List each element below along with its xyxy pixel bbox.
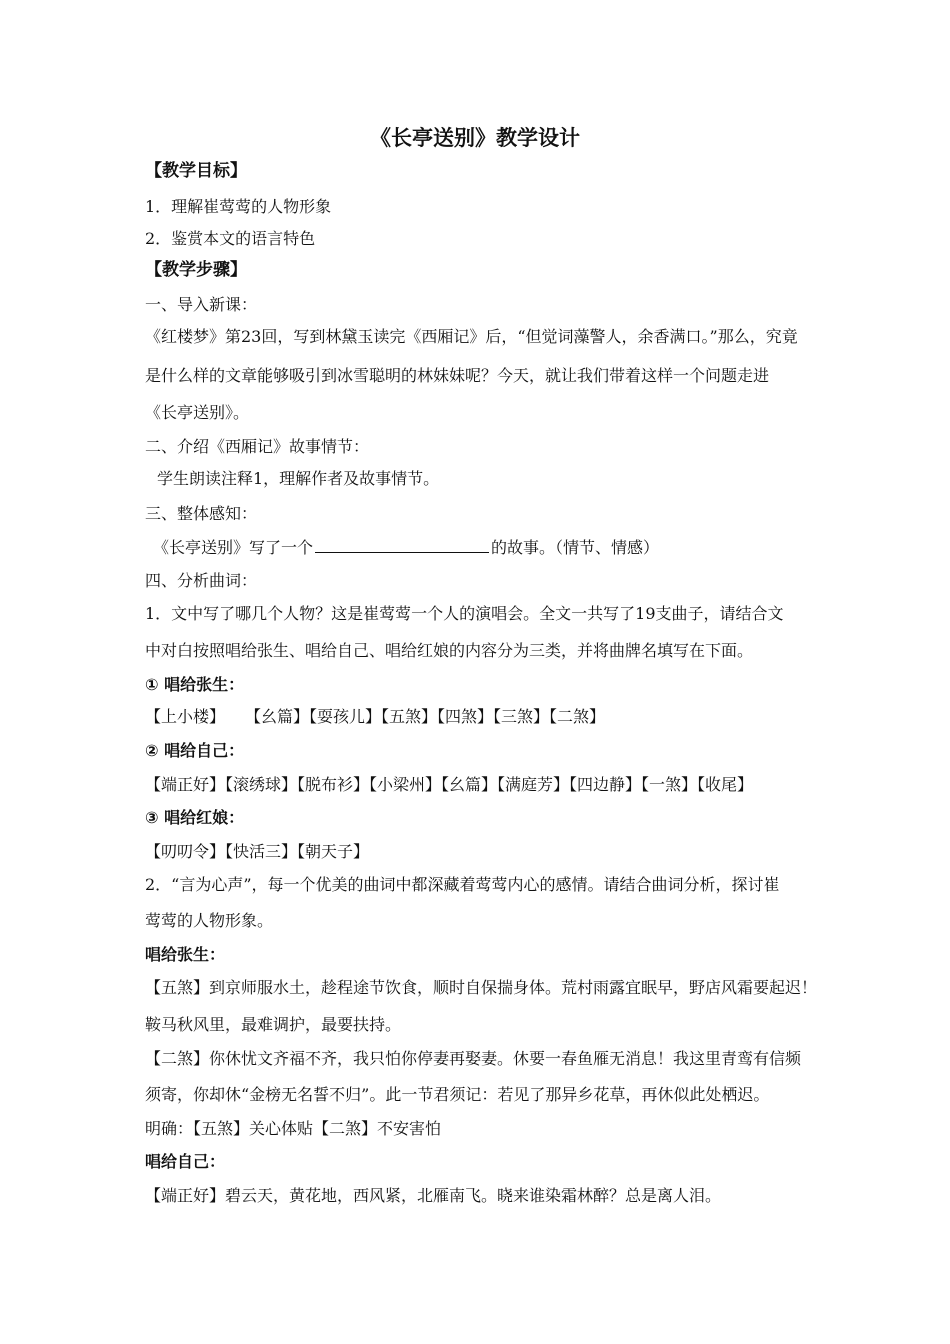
- duanzhenghao-lyrics: 【端正好】碧云天，黄花地，西风紧，北雁南飞。晓来谁染霜林醉？总是离人泪。: [145, 1186, 722, 1205]
- section-2-title: 二、介绍《西厢记》故事情节：: [145, 437, 370, 456]
- group-1-other-tunes: 【幺篇】【耍孩儿】【五煞】【四煞】【三煞】【二煞】: [245, 707, 606, 726]
- question-1-line-1: 1．文中写了哪几个人物？这是崔莺莺一个人的演唱会。全文一共写了19支曲子，请结合文: [145, 604, 784, 623]
- section-1-paragraph-line-1: 《红楼梦》第23回，写到林黛玉读完《西厢记》后，“但觉词藻警人，余香满口。”那么，究竟: [145, 327, 798, 346]
- section-3-title: 三、整体感知：: [145, 504, 258, 523]
- group-1-label: ① 唱给张生：: [145, 675, 245, 694]
- ersha-lyrics-line-2: 须寄，你却休“金榜无名誓不归”。此一节君须记：若见了那异乡花草，再休似此处栖迟。: [145, 1085, 770, 1104]
- section-4-title: 四、分析曲词：: [145, 571, 258, 590]
- group-1-tunes: [145, 706, 605, 728]
- wusha-lyrics-line-1: 【五煞】到京师服水土，趁程途节饮食，顺时自保揣身体。荒村雨露宜眠早，野店风霜要起迟！: [145, 978, 818, 997]
- section-3-fill-in: [153, 536, 659, 559]
- section-1-paragraph-line-2: 是什么样的文章能够吸引到冰雪聪明的林妹妹呢？今天，就让我们带着这样一个问题走进: [145, 366, 770, 385]
- ersha-lyrics-line-1: 【二煞】你休忧文齐福不齐，我只怕你停妻再娶妻。休要一春鱼雁无消息！我这里青鸾有信频: [145, 1049, 802, 1068]
- group-2-tunes: 【端正好】【滚绣球】【脱布衫】【小梁州】【幺篇】【满庭芳】【四边静】【一煞】【收尾】: [145, 775, 754, 794]
- goal-item-1: 1．理解崔莺莺的人物形象: [145, 197, 332, 216]
- wusha-lyrics-line-2: 鞍马秋风里，最难调护，最要扶持。: [145, 1015, 402, 1034]
- question-2-line-2: 莺莺的人物形象。: [145, 911, 274, 930]
- fill-in-suffix: 的故事。（情节、情感）: [491, 538, 660, 557]
- group-3-label: ③ 唱给红娘：: [145, 808, 245, 827]
- section-2-paragraph: 学生朗读注释1，理解作者及故事情节。: [157, 469, 440, 488]
- question-1-line-2: 中对白按照唱给张生、唱给自己、唱给红娘的内容分为三类，并将曲牌名填写在下面。: [145, 641, 754, 660]
- zhangsheng-label: 唱给张生：: [145, 945, 226, 964]
- goals-heading: 【教学目标】: [145, 161, 247, 181]
- fill-in-prefix: 《长亭送别》写了一个: [153, 538, 314, 557]
- self-label: 唱给自己：: [145, 1152, 226, 1171]
- group-1-first-tune: 【上小楼】: [145, 707, 226, 726]
- answer-blank[interactable]: [315, 536, 489, 553]
- question-2-line-1: 2．“言为心声”，每一个优美的曲词中都深藏着莺莺内心的感情。请结合曲词分析，探讨崔: [145, 875, 780, 894]
- steps-heading: 【教学步骤】: [145, 260, 247, 280]
- zhangsheng-answer: 明确：【五煞】关心体贴【二煞】不安害怕: [145, 1119, 442, 1138]
- group-3-tunes: 【叨叨令】【快活三】【朝天子】: [145, 842, 370, 861]
- section-1-title: 一、导入新课：: [145, 295, 258, 314]
- group-2-label: ② 唱给自己：: [145, 741, 245, 760]
- section-1-paragraph-line-3: 《长亭送别》。: [145, 403, 250, 422]
- goal-item-2: 2．鉴赏本文的语言特色: [145, 229, 316, 248]
- document-title: 《长亭送别》教学设计: [370, 125, 580, 150]
